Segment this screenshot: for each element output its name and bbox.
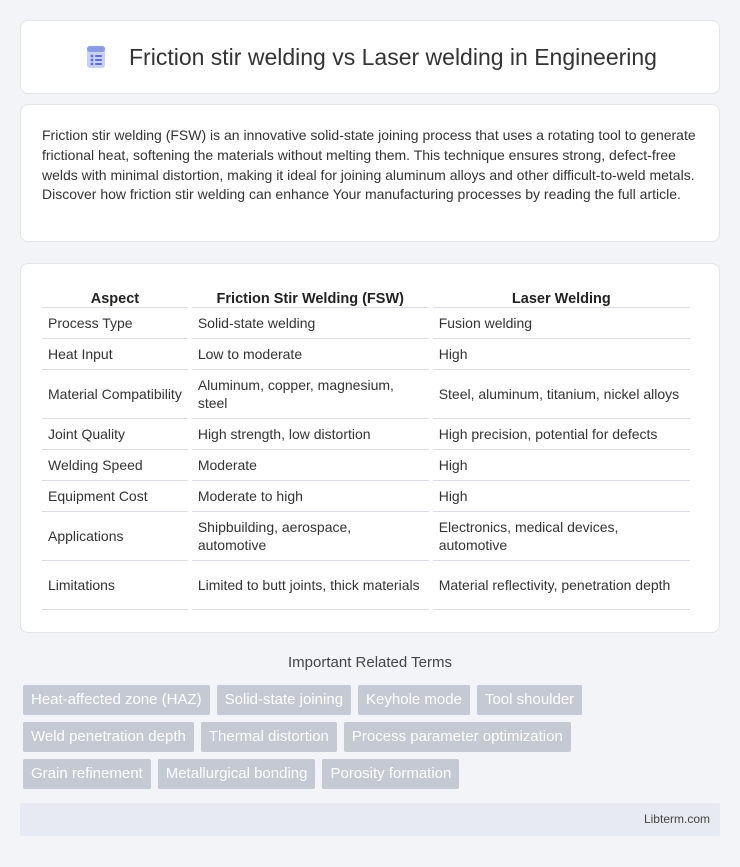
table-cell: Equipment Cost [42,481,188,512]
table-cell: Electronics, medical devices, automotive [433,512,690,561]
table-cell: Welding Speed [42,450,188,481]
table-row [42,450,690,481]
table-cell: High [433,450,690,481]
comparison-table [38,286,694,610]
table-cell: Solid-state welding [192,308,429,339]
table-row [42,419,690,450]
table-cell: Aluminum, copper, magnesium, steel [192,370,429,419]
column-header: Friction Stir Welding (FSW) [192,286,429,308]
tag-row [23,759,723,789]
table-row [42,308,690,339]
related-term-tag[interactable]: Thermal distortion [201,722,337,752]
table-cell: Limitations [42,561,188,610]
related-term-tag[interactable]: Metallurgical bonding [158,759,316,789]
table-row [42,512,690,561]
table-cell: Steel, aluminum, titanium, nickel alloys [433,370,690,419]
related-terms-title: Important Related Terms [288,654,452,671]
footer-site-link[interactable]: Libterm.com [643,812,710,826]
footer [20,803,720,836]
table-cell: High [433,481,690,512]
tag-row [23,685,723,715]
table-cell: Material reflectivity, penetration depth [433,561,690,610]
table-row [42,481,690,512]
related-term-tag[interactable]: Tool shoulder [477,685,582,715]
related-term-tag[interactable]: Grain refinement [23,759,151,789]
intro-card [20,104,720,242]
table-cell: Joint Quality [42,419,188,450]
table-cell: Material Compatibility [42,370,188,419]
related-term-tag[interactable]: Heat-affected zone (HAZ) [23,685,210,715]
table-row [42,370,690,419]
table-cell: Moderate to high [192,481,429,512]
table-cell: Applications [42,512,188,561]
related-term-tag[interactable]: Porosity formation [322,759,459,789]
tag-row [23,722,723,752]
related-term-tag[interactable]: Process parameter optimization [344,722,571,752]
page-title: Friction stir welding vs Laser welding in Engineering [129,43,657,70]
table-cell: Fusion welding [433,308,690,339]
table-cell: High [433,339,690,370]
table-header-row [42,286,690,308]
table-row [42,339,690,370]
table-cell: Process Type [42,308,188,339]
related-terms-list [23,685,723,796]
table-row [42,561,690,610]
intro-paragraph: Friction stir welding (FSW) is an innovative solid-state joining process that uses a rotating tool to generate frictional heat, softening the materials without melting them. This technique ensures strong, defect-free welds with minimal distortion, making it ideal for joining aluminum alloys and other difficult-to-weld metals. Discover how friction stir welding can enhance Your manufacturing processes by reading the full article. [42,127,696,203]
comparison-table-card [20,263,720,633]
related-term-tag[interactable]: Solid-state joining [217,685,351,715]
table-cell: High precision, potential for defects [433,419,690,450]
table-cell: High strength, low distortion [192,419,429,450]
table-cell: Limited to butt joints, thick materials [192,561,429,610]
table-cell: Heat Input [42,339,188,370]
related-term-tag[interactable]: Weld penetration depth [23,722,194,752]
table-cell: Moderate [192,450,429,481]
column-header: Aspect [42,286,188,308]
document-list-icon [83,44,109,70]
column-header: Laser Welding [433,286,690,308]
table-cell: Low to moderate [192,339,429,370]
header-card [20,20,720,94]
related-term-tag[interactable]: Keyhole mode [358,685,470,715]
table-cell: Shipbuilding, aerospace, automotive [192,512,429,561]
